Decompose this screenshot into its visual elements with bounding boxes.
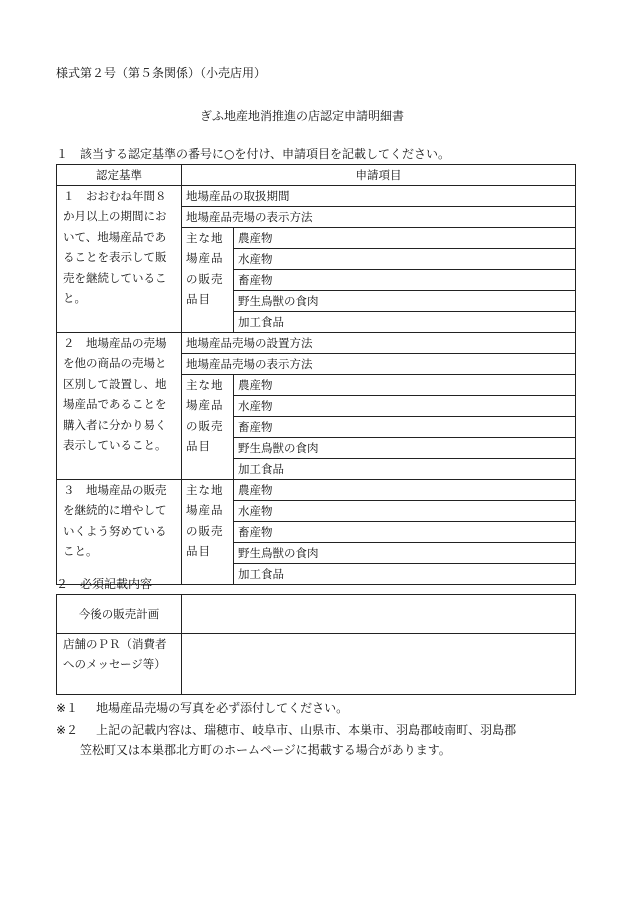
required-content-table (56, 594, 576, 695)
note-2-line-2: 笠松町又は本巣郡北方町のホームページに掲載する場合があります。 (80, 743, 451, 757)
header-items: 申請項目 (182, 165, 576, 186)
store-pr-field[interactable] (182, 634, 576, 695)
product-livestock: 畜産物 (234, 270, 576, 291)
form-number: 様式第２号（第５条関係）（小売店用） (56, 66, 267, 80)
criterion-1: １ おおむね年間８か月以上の期間において、地場産品であることを表示して販売を継続していること。 (57, 186, 182, 333)
store-pr-label: 店舗のＰＲ（消費者へのメッセージ等） (57, 634, 182, 695)
product-agricultural: 農産物 (234, 228, 576, 249)
note-2 (56, 721, 516, 738)
product-livestock: 畜産物 (234, 417, 576, 438)
sales-plan-label: 今後の販売計画 (57, 595, 182, 634)
item-setup-method: 地場産品売場の設置方法 (182, 333, 576, 354)
product-marine: 水産物 (234, 249, 576, 270)
item-handling-period: 地場産品の取扱期間 (182, 186, 576, 207)
main-products-label: 主な地場産品の販売品目 (182, 480, 234, 585)
product-marine: 水産物 (234, 501, 576, 522)
main-products-label: 主な地場産品の販売品目 (182, 228, 234, 333)
product-marine: 水産物 (234, 396, 576, 417)
document-title: ぎふ地産地消推進の店認定申請明細書 (200, 109, 405, 123)
note-1-mark: ※１ (56, 701, 79, 715)
product-agricultural: 農産物 (234, 375, 576, 396)
note-2-mark: ※２ (56, 723, 79, 737)
note-2-line-1: 上記の記載内容は、瑞穂市、岐阜市、山県市、本巣市、羽島郡岐南町、羽島郡 (96, 723, 517, 737)
product-processed: 加工食品 (234, 459, 576, 480)
note-1 (56, 699, 348, 716)
criteria-table (56, 164, 576, 585)
section-1-heading: １ 該当する認定基準の番号に○を付け、申請項目を記載してください。 (56, 147, 450, 161)
product-game-meat: 野生鳥獣の食肉 (234, 543, 576, 564)
main-products-label: 主な地場産品の販売品目 (182, 375, 234, 480)
criterion-3: ３ 地場産品の販売を継続的に増やしていくよう努めていること。 (57, 480, 182, 585)
item-display-method: 地場産品売場の表示方法 (182, 354, 576, 375)
product-agricultural: 農産物 (234, 480, 576, 501)
product-game-meat: 野生鳥獣の食肉 (234, 291, 576, 312)
product-processed: 加工食品 (234, 564, 576, 585)
product-livestock: 畜産物 (234, 522, 576, 543)
product-game-meat: 野生鳥獣の食肉 (234, 438, 576, 459)
header-criteria: 認定基準 (57, 165, 182, 186)
section-2-heading: ２ 必須記載内容 (56, 577, 153, 591)
sales-plan-field[interactable] (182, 595, 576, 634)
note-1-text: 地場産品売場の写真を必ず添付してください。 (96, 701, 349, 715)
criterion-2: ２ 地場産品の売場を他の商品の売場と区別して設置し、地場産品であることを購入者に分かり易く表示していること。 (57, 333, 182, 480)
item-display-method: 地場産品売場の表示方法 (182, 207, 576, 228)
product-processed: 加工食品 (234, 312, 576, 333)
